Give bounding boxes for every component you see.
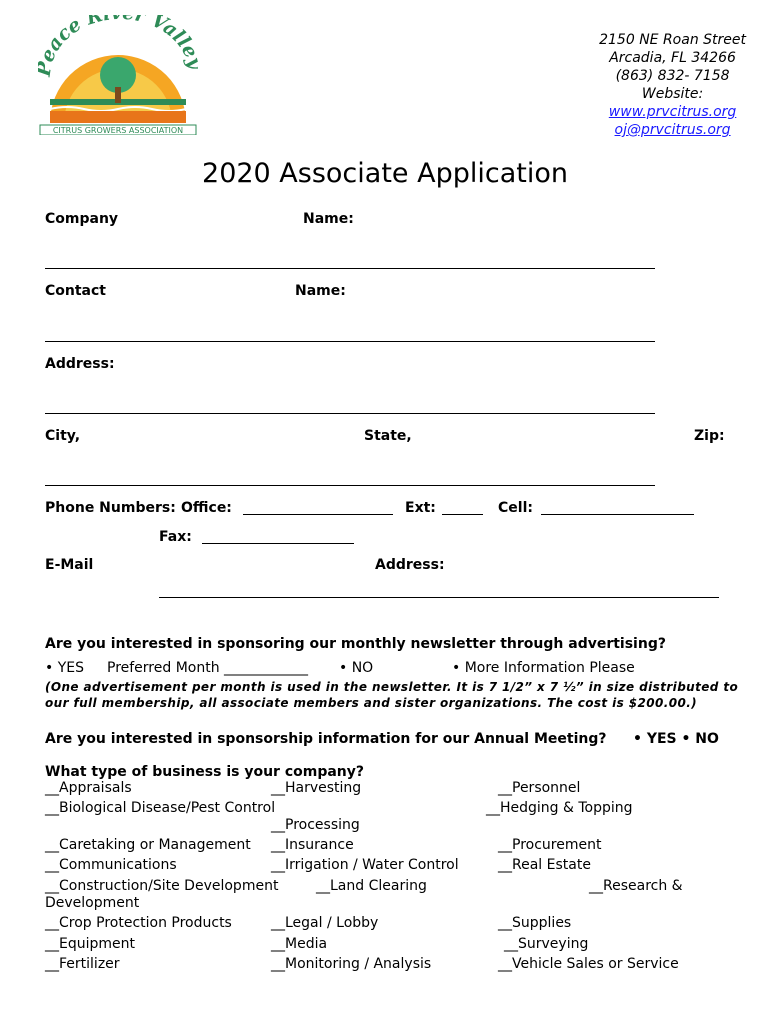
company-name-label: Name: <box>303 211 354 227</box>
option-caretaking[interactable]: __Caretaking or Management <box>45 837 251 853</box>
option-fertilizer[interactable]: __Fertilizer <box>45 956 120 972</box>
option-monitoring[interactable]: __Monitoring / Analysis <box>271 956 432 972</box>
newsletter-yes-option[interactable]: • YES <box>45 660 84 676</box>
option-supplies[interactable]: __Supplies <box>498 915 572 931</box>
ext-label: Ext: <box>405 500 436 516</box>
option-vehicle-sales[interactable]: __Vehicle Sales or Service <box>498 956 679 972</box>
contact-name-label: Name: <box>295 283 346 299</box>
option-research[interactable]: __Research & <box>589 878 683 894</box>
option-legal[interactable]: __Legal / Lobby <box>271 915 379 931</box>
city-state-zip: Arcadia, FL 34266 <box>609 50 736 66</box>
email-link[interactable]: oj@prvcitrus.org <box>614 122 731 138</box>
fax-field[interactable] <box>202 543 354 544</box>
address-field[interactable] <box>45 413 655 414</box>
cell-phone-field[interactable] <box>541 514 694 515</box>
development-continuation: Development <box>45 895 140 911</box>
website-link[interactable]: www.prvcitrus.org <box>608 104 737 120</box>
page-title: 2020 Associate Application <box>202 158 568 189</box>
business-type-question: What type of business is your company? <box>45 764 365 780</box>
contact-field[interactable] <box>45 341 655 342</box>
company-label: Company <box>45 211 119 227</box>
svg-text:CITRUS GROWERS ASSOCIATION: CITRUS GROWERS ASSOCIATION <box>52 126 184 135</box>
option-communications[interactable]: __Communications <box>45 857 177 873</box>
option-irrigation[interactable]: __Irrigation / Water Control <box>271 857 459 873</box>
newsletter-no-option[interactable]: • NO <box>339 660 374 676</box>
option-surveying[interactable]: __Surveying <box>504 936 589 952</box>
company-field[interactable] <box>45 268 655 269</box>
address-label: Address: <box>45 356 115 372</box>
street-address: 2150 NE Roan Street <box>599 32 746 48</box>
option-personnel[interactable]: __Personnel <box>498 780 581 796</box>
svg-text:Peace River Valley: eace R r Vall <box>38 15 195 66</box>
option-processing[interactable]: __Processing <box>271 817 360 833</box>
email-address-label: Address: <box>375 557 445 573</box>
option-procurement[interactable]: __Procurement <box>498 837 602 853</box>
contact-label: Contact <box>45 283 106 299</box>
website-label: Website: <box>641 86 704 102</box>
zip-label: Zip: <box>694 428 725 444</box>
logo <box>38 15 198 135</box>
option-harvesting[interactable]: __Harvesting <box>271 780 362 796</box>
phone-number: (863) 832- 7158 <box>615 68 730 84</box>
phone-numbers-label: Phone Numbers: <box>45 500 176 516</box>
option-land-clearing[interactable]: __Land Clearing <box>316 878 427 894</box>
newsletter-question: Are you interested in sponsoring our monthly newsletter through advertising? <box>45 636 666 652</box>
ext-field[interactable] <box>442 514 483 515</box>
citrus-logo-icon <box>38 15 198 135</box>
option-media[interactable]: __Media <box>271 936 328 952</box>
city-state-zip-field[interactable] <box>45 485 655 486</box>
city-label: City, <box>45 428 81 444</box>
option-crop-protection[interactable]: __Crop Protection Products <box>45 915 232 931</box>
email-field[interactable] <box>159 597 719 598</box>
annual-meeting-options[interactable]: • YES • NO <box>633 731 719 747</box>
office-phone-field[interactable] <box>243 514 393 515</box>
cell-label: Cell: <box>498 500 533 516</box>
option-construction[interactable]: __Construction/Site Development <box>45 878 279 894</box>
option-real-estate[interactable]: __Real Estate <box>498 857 591 873</box>
contact-info-block <box>599 31 746 139</box>
option-appraisals[interactable]: __Appraisals <box>45 780 132 796</box>
option-biological[interactable]: __Biological Disease/Pest Control <box>45 800 276 816</box>
newsletter-note: (One advertisement per month is used in the newsletter. It is 7 1/2” x 7 ½” in size distributed to our full membership, all associate members and sister organizations. The cost is $200.00.) <box>45 680 739 710</box>
state-label: State, <box>364 428 412 444</box>
option-insurance[interactable]: __Insurance <box>271 837 354 853</box>
preferred-month-field[interactable]: Preferred Month ____________ <box>107 660 309 676</box>
more-info-option[interactable]: • More Information Please <box>452 660 635 676</box>
fax-label: Fax: <box>159 529 192 545</box>
annual-meeting-question: Are you interested in sponsorship information for our Annual Meeting? <box>45 731 607 747</box>
email-label: E-Mail <box>45 557 94 573</box>
option-equipment[interactable]: __Equipment <box>45 936 135 952</box>
option-hedging[interactable]: __Hedging & Topping <box>486 800 633 816</box>
office-label: Office: <box>181 500 232 516</box>
